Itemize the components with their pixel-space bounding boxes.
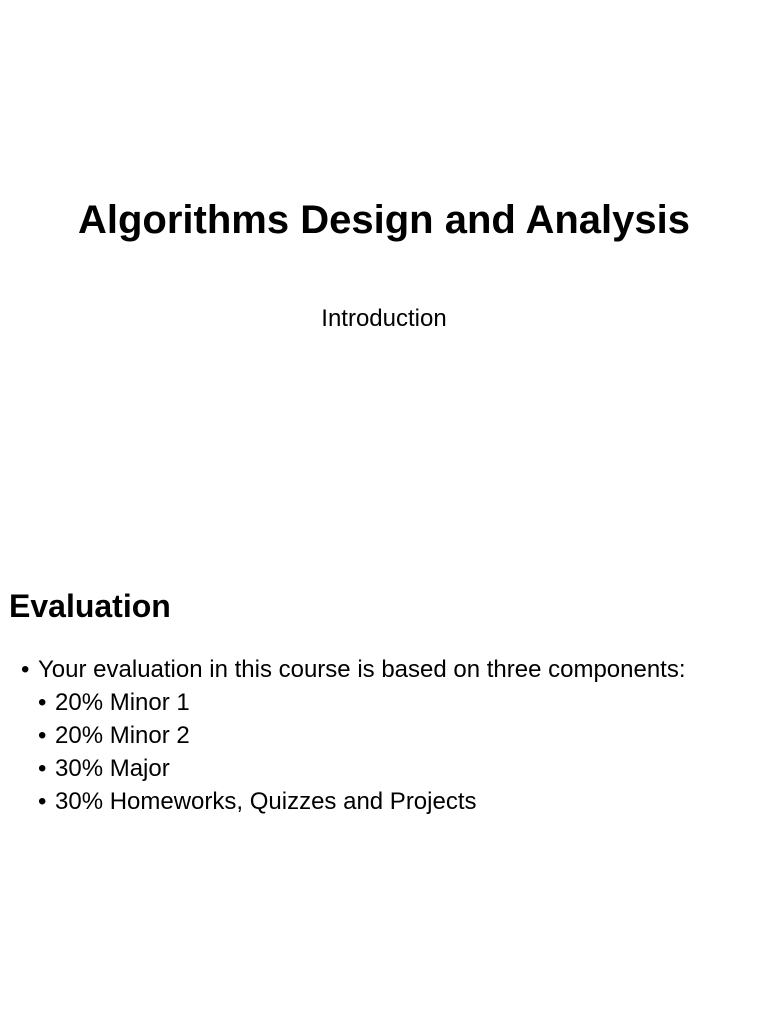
bullet-icon: • bbox=[21, 656, 30, 683]
bullet-icon: • bbox=[38, 755, 47, 782]
evaluation-slide bbox=[0, 512, 768, 1024]
component-text: 30% Homeworks, Quizzes and Projects bbox=[55, 788, 477, 815]
evaluation-heading: Evaluation bbox=[9, 588, 171, 624]
bullet-icon: • bbox=[38, 722, 47, 749]
component-item bbox=[38, 719, 761, 752]
bullet-icon: • bbox=[38, 689, 47, 716]
main-bullet-text: Your evaluation in this course is based on three components: bbox=[38, 656, 686, 683]
component-text: 20% Minor 2 bbox=[55, 722, 190, 749]
main-bullet bbox=[21, 653, 761, 818]
component-text: 20% Minor 1 bbox=[55, 689, 190, 716]
slide-subtitle: Introduction bbox=[321, 305, 447, 332]
component-item bbox=[38, 686, 761, 719]
component-list bbox=[21, 686, 761, 818]
component-item bbox=[38, 785, 761, 818]
bullet-icon: • bbox=[38, 788, 47, 815]
component-text: 30% Major bbox=[55, 755, 170, 782]
slide-title: Algorithms Design and Analysis bbox=[78, 198, 690, 242]
bullet-list bbox=[21, 653, 761, 818]
component-item bbox=[38, 752, 761, 785]
